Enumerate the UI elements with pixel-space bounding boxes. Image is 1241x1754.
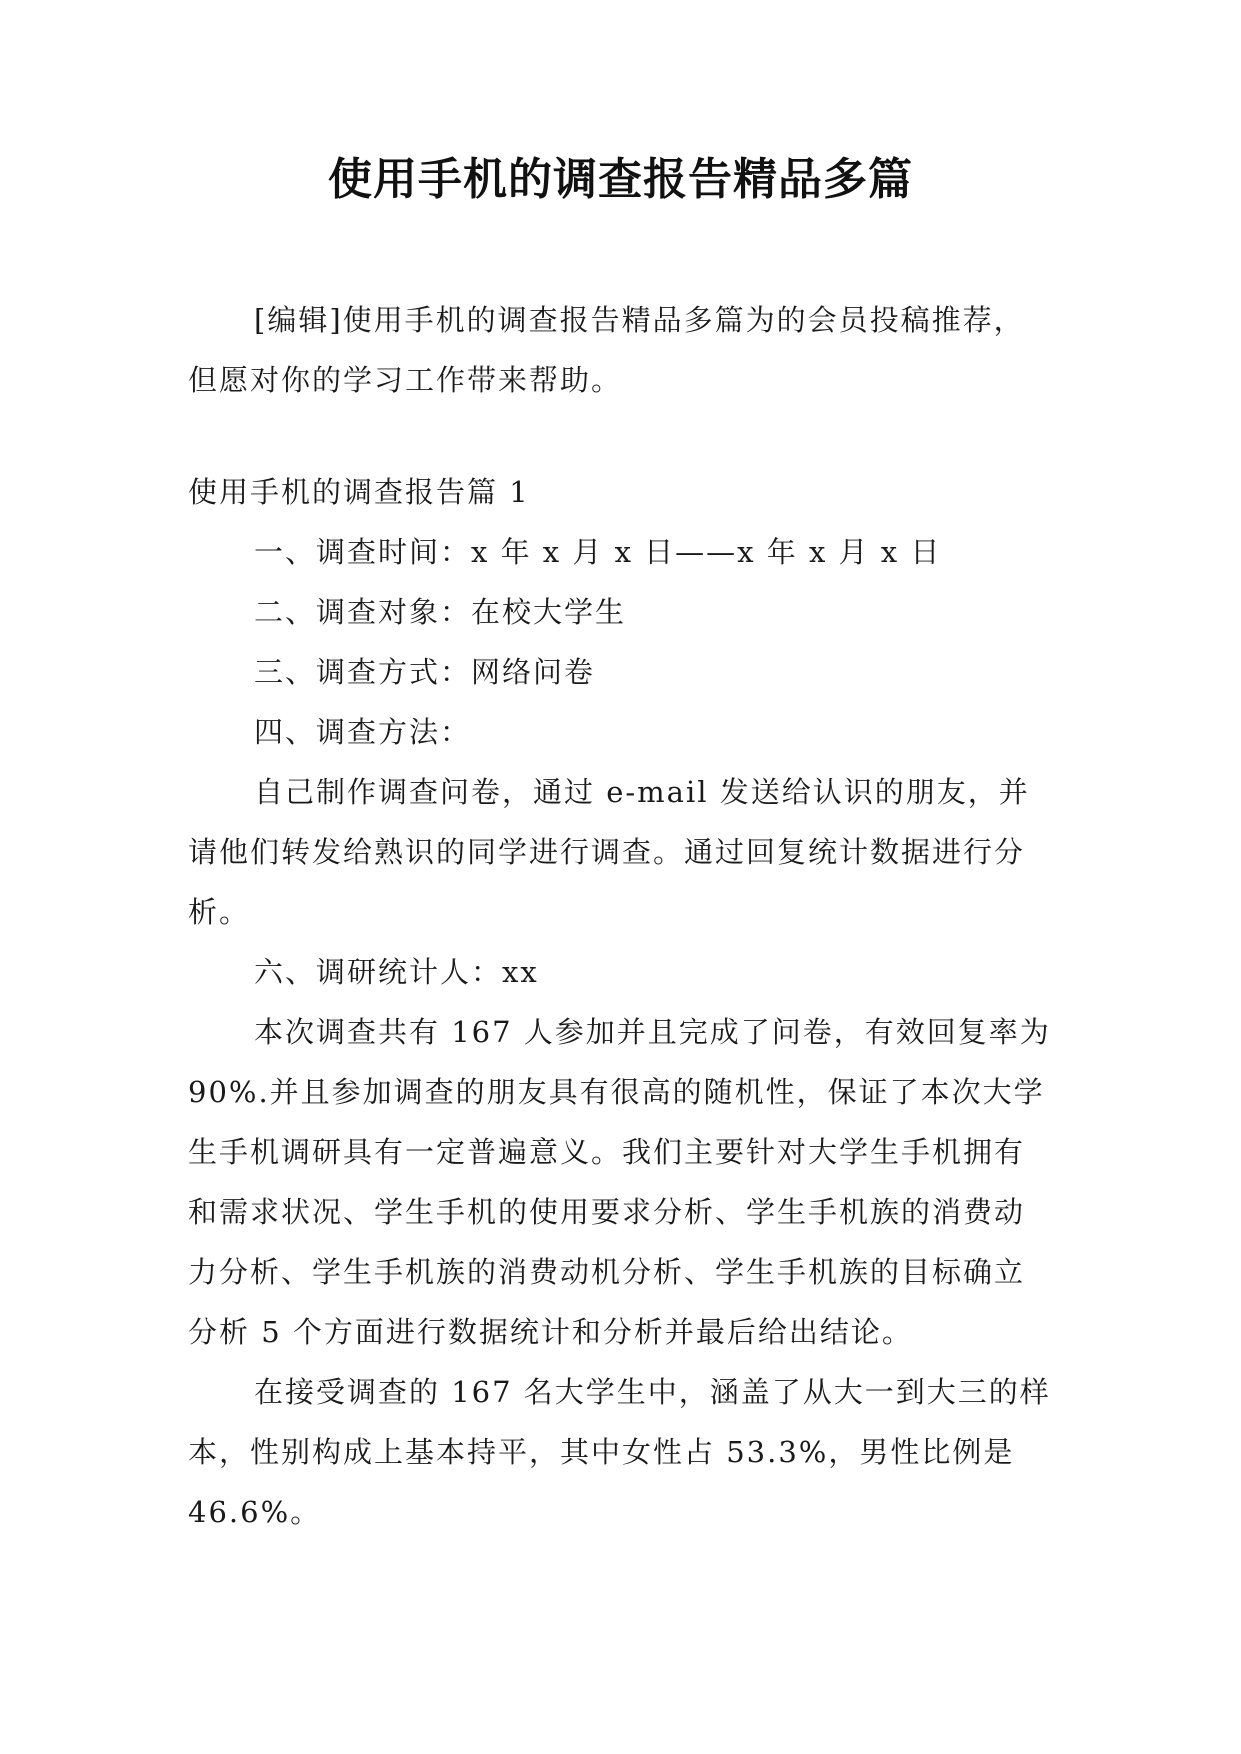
section-1 — [188, 462, 1054, 1542]
survey-statistician: 六、调研统计人：xx — [254, 955, 539, 989]
survey-mode: 三、调查方式：网络问卷 — [254, 655, 596, 689]
survey-method-label: 四、调查方法： — [254, 715, 472, 749]
document-title: 使用手机的调查报告精品多篇 — [328, 154, 913, 205]
survey-summary-paragraph: 本次调查共有 167 人参加并且完成了问卷，有效回复率为 90%.并且参加调查的朋友具有很高的随机性，保证了本次大学生手机调研具有一定普遍意义。我们主要针对大学生手机拥有和需求状况、学生手机的使用要求分析、学生手机族的消费动力分析、学生手机族的消费动机分析、学生手机族的目标确立分析 5 个方面进行数据统计和分析并最后给出结论。 — [188, 1015, 1051, 1349]
sample-paragraph: 在接受调查的 167 名大学生中，涵盖了从大一到大三的样本，性别构成上基本持平，其中女性占 53.3%，男性比例是 46.6%。 — [188, 1375, 1051, 1529]
survey-subject: 二、调查对象：在校大学生 — [254, 595, 627, 629]
section-heading: 使用手机的调查报告篇 1 — [188, 475, 530, 509]
survey-time: 一、调查时间：x 年 x 月 x 日——x 年 x 月 x 日 — [254, 535, 942, 569]
intro-paragraph: [编辑]使用手机的调查报告精品多篇为的会员投稿推荐，但愿对你的学习工作带来帮助。 — [188, 303, 1025, 397]
survey-method-paragraph: 自己制作调查问卷，通过 e-mail 发送给认识的朋友，并请他们转发给熟识的同学进行调查。通过回复统计数据进行分析。 — [188, 775, 1030, 929]
intro-block — [188, 290, 1054, 410]
